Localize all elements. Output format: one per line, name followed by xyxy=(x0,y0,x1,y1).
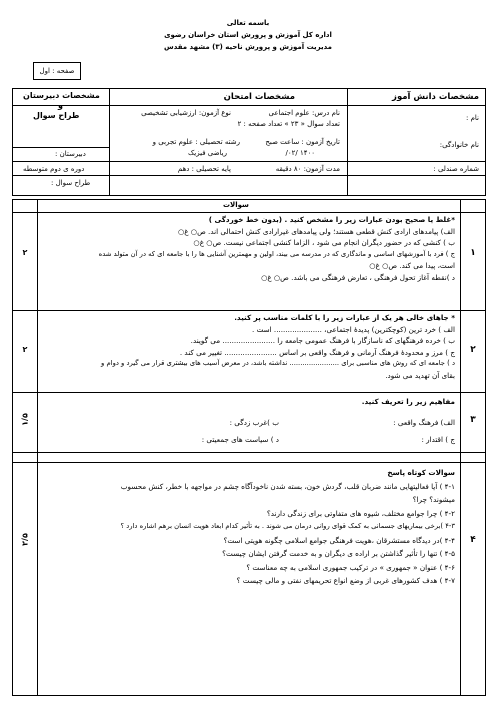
question-2-title: * جاهای خالی هر یک از عبارات زیر را با کلمات مناسب پر کنید. xyxy=(234,313,455,322)
exam-type-label: نوع آزمون: ارزشیابی تشخیصی xyxy=(141,109,231,117)
question-1-item: ج ) فرد با آموزشهای اساسی و ماندگاری که در مدرسه می بیند، اولین و مهمترین آشنایی ها را با جامعه ای که در آن متولد شده xyxy=(98,249,455,258)
student-info-heading: مشخصات دانش آموز xyxy=(392,92,479,102)
question-4-number: ۴ xyxy=(470,535,476,545)
school-info-and: و xyxy=(58,101,63,110)
question-3-title: مفاهیم زیر را تعریف کنید. xyxy=(361,397,455,406)
exam-date-value: ۱۴۰۰ /۰۲/ xyxy=(285,149,315,157)
header-table xyxy=(12,88,486,196)
question-4-item: ۴-۷ ) هدف کشورهای غربی از وضع انواع تحریمهای نفتی و مالی چیست ؟ xyxy=(236,576,455,585)
question-2-number: ۲ xyxy=(470,345,476,355)
question-4-title: سوالات کوتاه پاسخ xyxy=(387,468,455,477)
exam-info-heading: مشخصات امتحان xyxy=(223,92,295,102)
designer-label: طراح سوال : xyxy=(51,179,91,187)
seat-number-label: شماره صندلی : xyxy=(433,165,479,173)
question-4-item: ۴-۳ )برخی بیماریهای جسمانی به کمک قوای روانی درمان می شوند . به تأثیر کدام ابعاد هویت انسان برهم اشاره دارد ؟ xyxy=(120,522,455,530)
question-4-item: ۴-۴ )در دیدگاه مستشرقان ،هویت فرهنگی جوامع اسلامی چگونه هویتی است؟ xyxy=(223,535,455,545)
questions-column-header: سوالات xyxy=(223,201,249,209)
question-2-item: الف ) خرد ترین (کوچکترین) پدیدۀ اجتماعی، ..................... است . xyxy=(251,324,455,334)
question-2-item: ج ) مرز و محدودۀ فرهنگ آرمانی و فرهنگ واقعی بر اساس ....................... تغییر می کند . xyxy=(179,347,455,357)
question-1 xyxy=(45,214,455,283)
question-3-item-d: د ) سیاست های جمعیتی : xyxy=(201,435,279,444)
question-4-item: ۴-۲ ) چرا جوامع مختلف، شیوه های متفاوتی برای زندگی دارند؟ xyxy=(266,508,455,518)
period-label: دوره ی دوم متوسطه xyxy=(23,165,85,173)
question-3-score: ۱/۵ xyxy=(20,413,30,426)
duration-label: مدت آزمون: ۸۰ دقیقه xyxy=(275,165,340,173)
question-1-item: د )نقطه آغاز تحول فرهنگی ، تعارض فرهنگی می باشد. ص○ غ○ xyxy=(261,272,455,282)
field-label: رشته تحصیلی : علوم تجربی و xyxy=(152,138,240,146)
question-4-item: ۴-۱ ) آیا فعالیتهایی مانند ضربان قلب، گردش خون، بسته شدن ناخودآگاه چشم در مواجهه با خطر، کنش محسوب xyxy=(120,481,455,491)
question-2-score: ۲ xyxy=(22,345,28,354)
question-3-item-a: الف) فرهنگ واقعی : xyxy=(393,418,455,427)
question-4-item: ۴-۵ ) تنها را تأثیر گذاشتن بر اراده ی دیگران و به خدمت گرفتن ایشان چیست؟ xyxy=(222,549,455,558)
question-3-number: ۳ xyxy=(470,415,476,425)
student-name-label: نام : xyxy=(466,114,479,122)
designer-heading: طراح سوال xyxy=(33,111,80,120)
district-title: مدیریت آموزش و پرورش ناحیه (۳) مشهد مقدس xyxy=(164,43,332,51)
subject-label: نام درس: علوم اجتماعی xyxy=(268,109,340,117)
school-info-heading: مشخصات دبیرستان xyxy=(23,91,100,100)
exam-date-label: تاریخ آزمون : ساعت صبح xyxy=(265,138,340,146)
question-3-item-b: ب )غرب زدگی : xyxy=(229,418,279,427)
question-1-score: ۲ xyxy=(22,248,28,257)
question-2-item: ب ) خرده فرهنگهای که ناسازگار با فرهنگ عمومی جامعه را ....................... می گویند. xyxy=(190,336,455,345)
grade-label: پایه تحصیلی : دهم xyxy=(177,165,231,173)
page-number-box: صفحه : اول xyxy=(33,62,81,80)
question-1-item: ب ) کنشی که در حضور دیگران انجام می شود ، الزاما کنشی اجتماعی نیست. ص○ غ○ xyxy=(193,238,455,247)
question-4 xyxy=(45,466,455,588)
question-2-item: بقای آن تهدید می شود. xyxy=(385,370,455,380)
question-2 xyxy=(45,312,455,381)
question-3 xyxy=(45,396,455,408)
questions-table xyxy=(12,199,486,696)
school-label: دبیرستان : xyxy=(55,150,86,158)
question-4-item: میشوند؟ چرا؟ xyxy=(412,495,455,504)
student-family-label: نام خانوادگی: xyxy=(439,141,479,149)
question-1-title: *غلط یا صحیح بودن عبارات زیر را مشخص کنید . (بدون خط خوردگی ) xyxy=(208,215,455,224)
question-4-score: ۲/۵ xyxy=(20,533,30,546)
question-2-item: د ) جامعه ای که روش های مناسبی برای ....................... نداشته باشد، در معرض آسیب های بیشتری قرار می گیرد و دوام و xyxy=(101,359,455,367)
field-label-2: ریاضی فیزیک xyxy=(188,149,227,157)
question-3-item-c: ج ) اقتدار : xyxy=(421,435,455,444)
questions-count-label: تعداد سوال « ۲۳ » تعداد صفحه : ۲ xyxy=(237,120,340,128)
question-1-item: است، پیدا می کند. ص○ غ○ xyxy=(369,261,455,270)
question-4-item: ۴-۶ ) عنوان « جمهوری » در ترکیب جمهوری اسلامی به چه معناست ؟ xyxy=(246,562,455,572)
bismillah-title: باسمه تعالی xyxy=(226,19,270,27)
office-title: اداره کل آموزش و پرورش استان خراسان رضوی xyxy=(164,31,332,39)
question-1-number: ۱ xyxy=(470,248,476,258)
question-1-item: الف) پیامدهای ارادی کنش قطعی هستند؛ ولی پیامدهای غیرارادی کنش احتمالی اند. ص○ غ○ xyxy=(177,226,455,236)
